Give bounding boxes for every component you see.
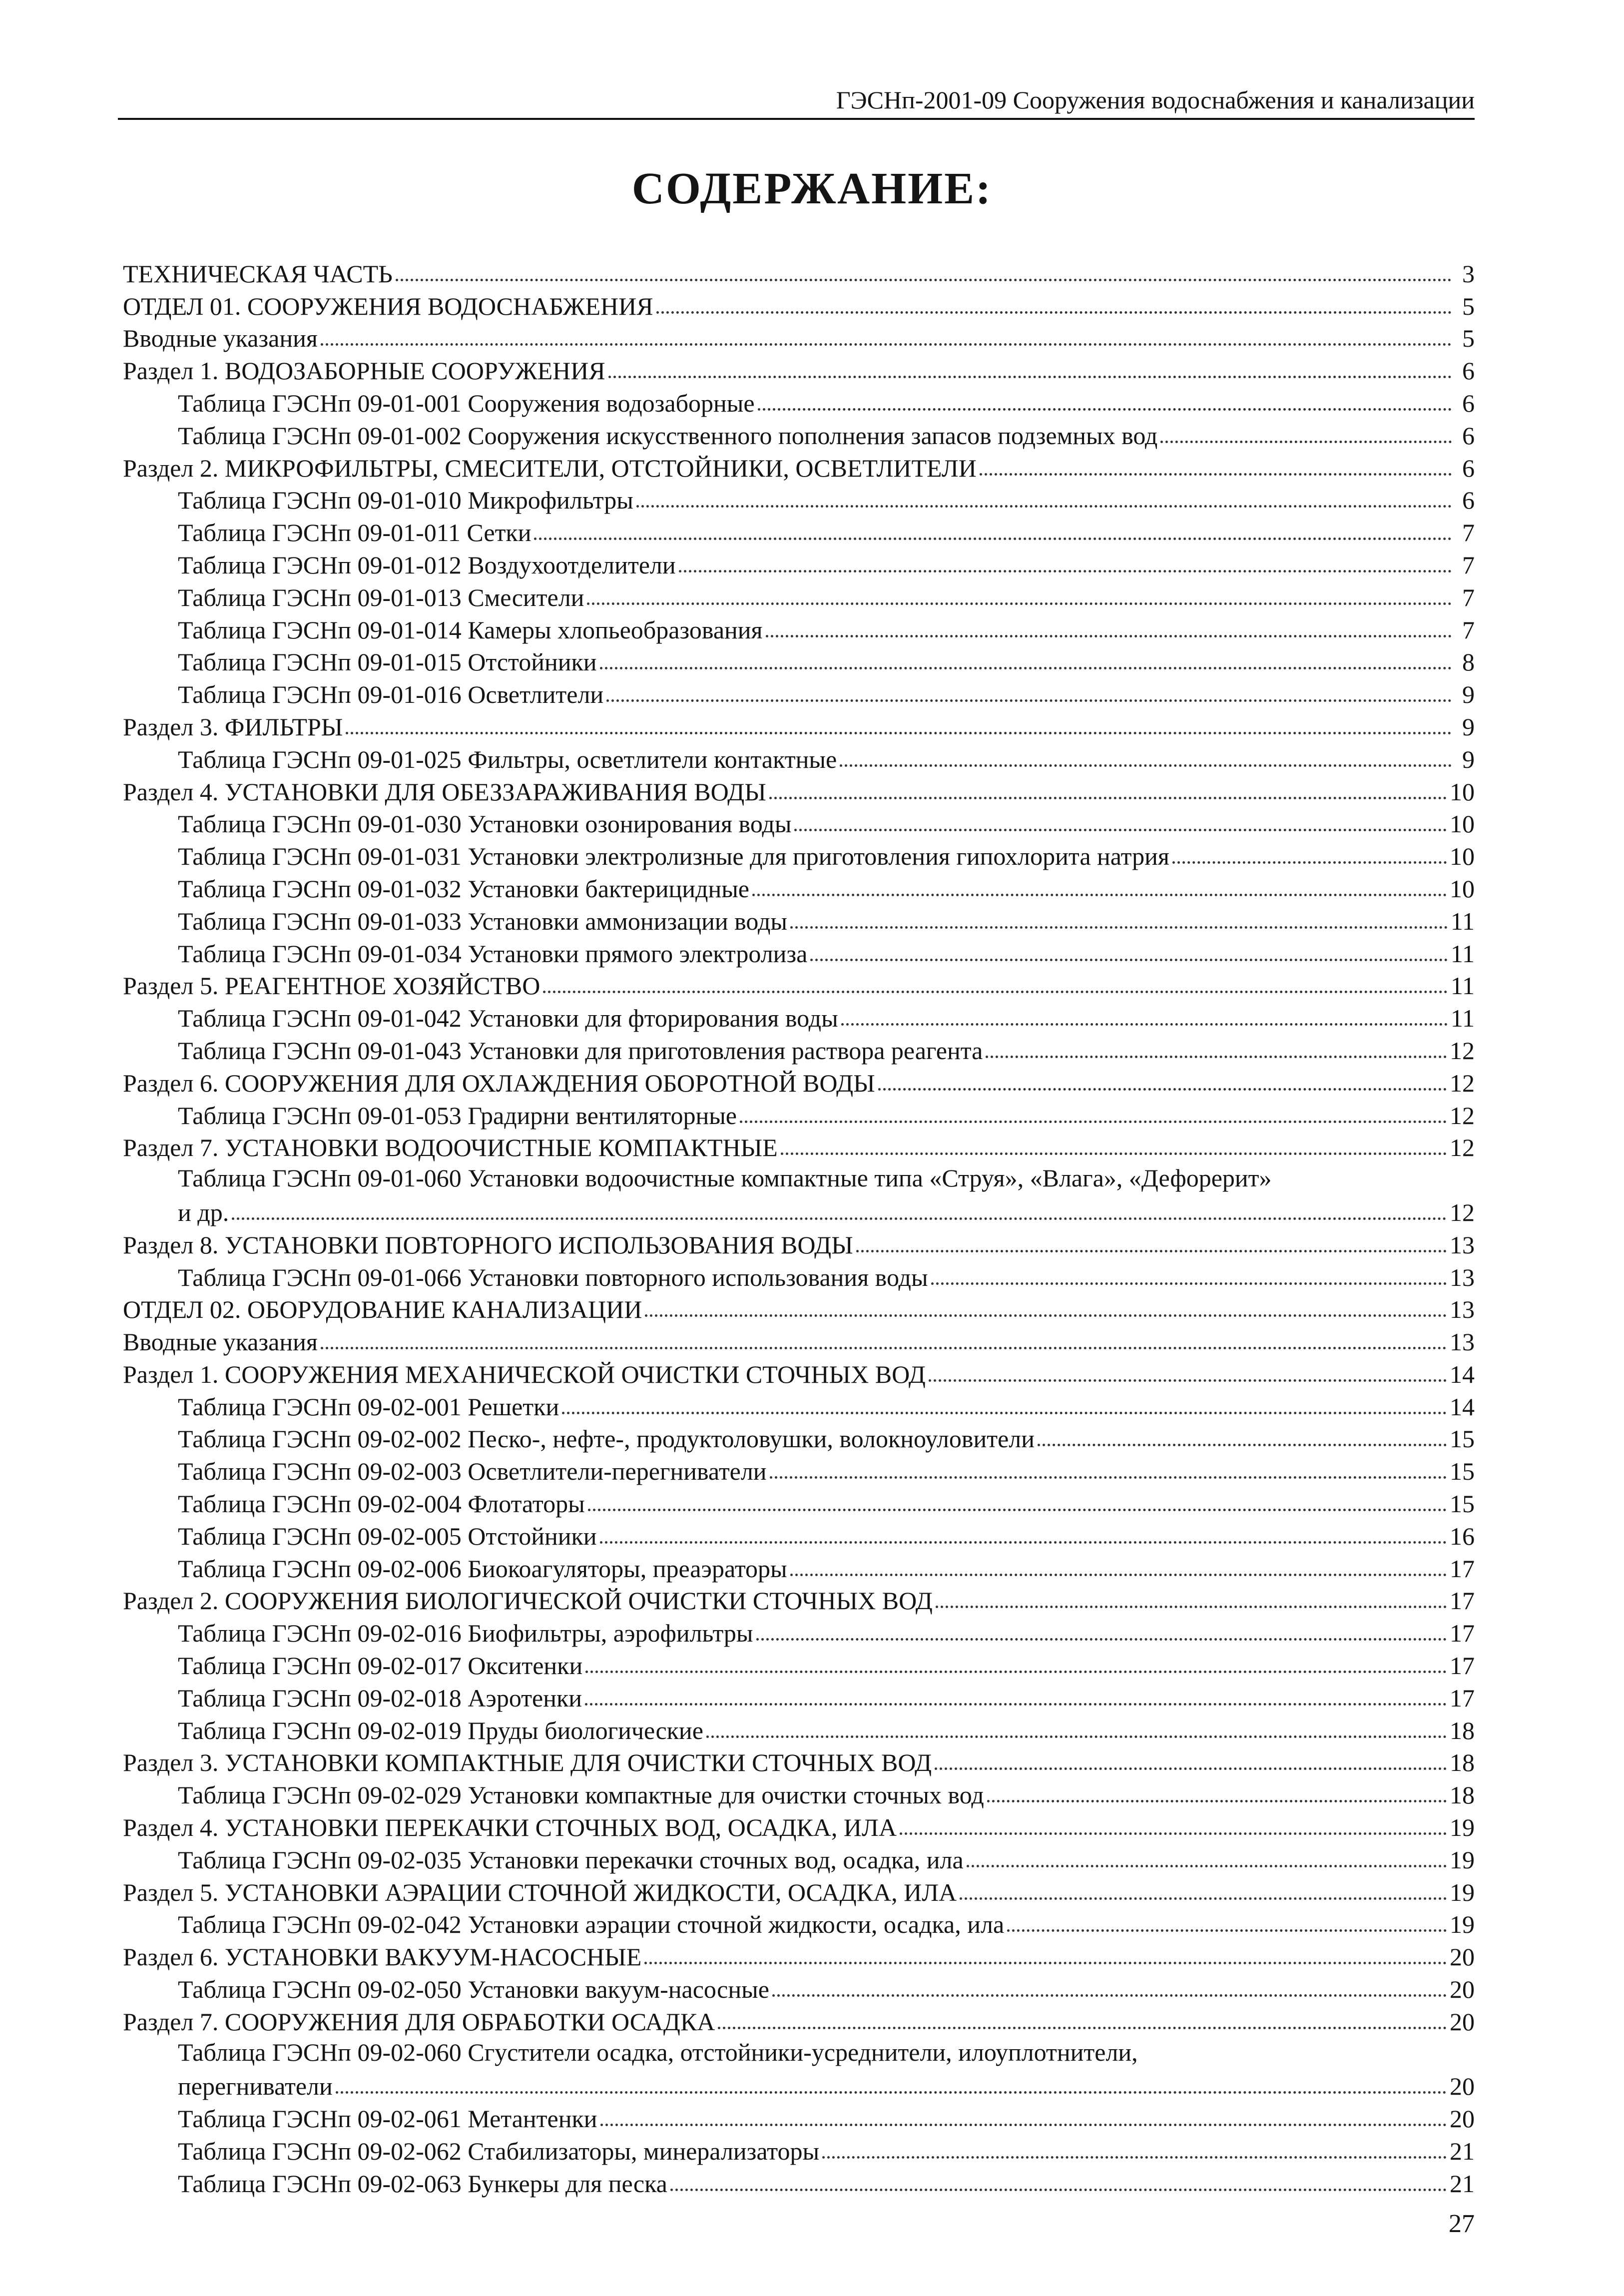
toc-entry-label: Таблица ГЭСНп 09-01-042 Установки для фторирования воды (178, 1004, 838, 1033)
toc-table-entry (123, 1842, 1475, 1874)
toc-entry-page: 20 (1450, 1943, 1475, 1971)
toc-entry-label: Таблица ГЭСНп 09-01-025 Фильтры, осветлители контактные (178, 745, 837, 773)
toc-entry-label: Раздел 3. УСТАНОВКИ КОМПАКТНЫЕ ДЛЯ ОЧИСТКИ СТОЧНЫХ ВОД (123, 1748, 932, 1777)
toc-section-entry (123, 288, 1475, 321)
toc-entry-page: 12 (1450, 1198, 1475, 1226)
dot-leader (810, 959, 1447, 961)
dot-leader (740, 1121, 1447, 1123)
toc-entry-page: 12 (1450, 1069, 1475, 1097)
dot-leader (608, 376, 1452, 378)
toc-entry-label: Таблица ГЭСНп 09-02-019 Пруды биологические (178, 1716, 703, 1744)
dot-leader (878, 1088, 1447, 1091)
toc-entry-label: Таблица ГЭСНп 09-01-014 Камеры хлопьеобразования (178, 615, 763, 644)
toc-entry-page: 18 (1450, 1716, 1475, 1744)
toc-section-entry (123, 774, 1475, 806)
toc-entry-label: Таблица ГЭСНп 09-02-017 Окситенки (178, 1652, 583, 1680)
toc-entry-page: 13 (1450, 1295, 1475, 1324)
dot-leader (987, 1800, 1447, 1802)
dot-leader (600, 2124, 1447, 2126)
toc-section-entry (123, 2004, 1475, 2036)
toc-table-entry (123, 806, 1475, 839)
dot-leader (840, 764, 1452, 767)
dot-leader (656, 311, 1452, 314)
toc-entry-label: Таблица ГЭСНп 09-01-001 Сооружения водозаборные (178, 389, 755, 417)
toc-table-entry (123, 1098, 1475, 1130)
toc-entry-page: 12 (1450, 1134, 1475, 1162)
toc-table-entry (123, 1259, 1475, 1292)
toc-entry-page: 15 (1450, 1457, 1475, 1486)
toc-entry-page: 11 (1450, 972, 1475, 1000)
dot-leader (587, 602, 1452, 605)
toc-entry-label: Раздел 7. СООРУЖЕНИЯ ДЛЯ ОБРАБОТКИ ОСАДКА (123, 2007, 715, 2036)
toc-entry-label: ОТДЕЛ 01. СООРУЖЕНИЯ ВОДОСНАБЖЕНИЯ (123, 292, 653, 320)
toc-table-entry (123, 547, 1475, 579)
toc-table-entry (123, 515, 1475, 547)
toc-entry-page: 14 (1450, 1360, 1475, 1388)
dot-leader (900, 1832, 1447, 1835)
dot-leader (534, 538, 1452, 540)
toc-section-entry (123, 709, 1475, 741)
toc-table-entry (123, 483, 1475, 515)
dot-leader (1038, 1444, 1447, 1446)
dot-leader (321, 1347, 1447, 1349)
toc-entry-page: 6 (1462, 421, 1475, 450)
toc-entry-label: Раздел 5. УСТАНОВКИ АЭРАЦИИ СТОЧНОЙ ЖИДКОСТИ, ОСАДКА, ИЛА (123, 1878, 957, 1906)
toc-entry-page: 11 (1450, 939, 1475, 968)
toc-entry-label: Таблица ГЭСНп 09-02-063 Бункеры для песка (178, 2169, 667, 2198)
toc-entry-page: 10 (1450, 842, 1475, 871)
dot-leader (794, 829, 1447, 831)
toc-entry-page: 15 (1450, 1490, 1475, 1518)
toc-entry-label: Таблица ГЭСНп 09-01-031 Установки электролизные для приготовления гипохлорита натрия (178, 842, 1169, 871)
dot-leader (600, 667, 1452, 669)
toc-table-entry (123, 1486, 1475, 1518)
toc-entry-label: Таблица ГЭСНп 09-01-013 Смесители (178, 583, 584, 611)
dot-leader (752, 894, 1447, 896)
toc-entry-page: 17 (1450, 1619, 1475, 1648)
toc-entry-page: 10 (1450, 777, 1475, 806)
dot-leader (543, 991, 1447, 993)
toc-entry-label: Таблица ГЭСНп 09-02-061 Метантенки (178, 2105, 597, 2133)
toc-section-entry (123, 1130, 1475, 1162)
dot-leader (346, 732, 1452, 734)
dot-leader (766, 635, 1452, 637)
toc-table-entry (123, 741, 1475, 774)
toc-entry-label: Раздел 2. МИКРОФИЛЬТРЫ, СМЕСИТЕЛИ, ОТСТОЙНИКИ, ОСВЕТЛИТЕЛИ (123, 454, 977, 482)
dot-leader (600, 1541, 1447, 1544)
toc-section-entry (123, 256, 1475, 288)
toc-entry-page: 21 (1450, 2137, 1475, 2166)
toc-entry-page: 17 (1450, 1652, 1475, 1680)
toc-entry-page: 17 (1450, 1684, 1475, 1712)
toc-entry-label: Таблица ГЭСНп 09-02-006 Биокоагуляторы, преаэраторы (178, 1554, 787, 1583)
toc-entry-page: 20 (1450, 2105, 1475, 2133)
toc-entry-label: Раздел 5. РЕАГЕНТНОЕ ХОЗЯЙСТВО (123, 972, 541, 1000)
toc-entry-label: Раздел 7. УСТАНОВКИ ВОДООЧИСТНЫЕ КОМПАКТНЫЕ (123, 1134, 778, 1162)
toc-entry-page: 18 (1450, 1748, 1475, 1777)
dot-leader (841, 1023, 1448, 1026)
dot-leader (790, 1574, 1447, 1576)
toc-table-entry (123, 1971, 1475, 2004)
toc-entry-label: Раздел 4. УСТАНОВКИ ДЛЯ ОБЕЗЗАРАЖИВАНИЯ ВОДЫ (123, 777, 766, 806)
toc-table-entry (123, 871, 1475, 903)
toc-entry-page: 9 (1462, 712, 1475, 741)
dot-leader (588, 1509, 1447, 1511)
toc-table-entry (123, 612, 1475, 644)
toc-entry-continuation-row (178, 1194, 1475, 1227)
toc-entry-page: 19 (1450, 1878, 1475, 1906)
toc-entry-label: Вводные указания (123, 1328, 318, 1356)
toc-entry-page: 9 (1462, 680, 1475, 709)
toc-entry-page: 15 (1450, 1425, 1475, 1453)
toc-section-entry (123, 1227, 1475, 1259)
toc-table-entry (123, 676, 1475, 709)
dot-leader (585, 1671, 1447, 1673)
toc-entry-label: ТЕХНИЧЕСКАЯ ЧАСТЬ (123, 259, 393, 288)
toc-entry-continuation-row (178, 2069, 1475, 2101)
toc-entry-page: 13 (1450, 1263, 1475, 1291)
toc-table-entry (123, 1777, 1475, 1809)
dot-leader (935, 1767, 1447, 1770)
toc-entry-label: Таблица ГЭСНп 09-02-029 Установки компактные для очистки сточных вод (178, 1781, 984, 1809)
dot-leader (321, 343, 1452, 346)
toc-section-entry (123, 1874, 1475, 1907)
dot-leader (232, 1217, 1447, 1220)
toc-entry-label: Таблица ГЭСНп 09-01-043 Установки для приготовления раствора реагента (178, 1036, 983, 1065)
toc-entry-label: Таблица ГЭСНп 09-01-012 Воздухоотделители (178, 551, 676, 579)
toc-entry-label: Таблица ГЭСНп 09-01-030 Установки озонирования воды (178, 810, 792, 838)
toc-entry-page: 11 (1450, 1004, 1475, 1033)
toc-table-entry (123, 1680, 1475, 1713)
toc-table-entry (123, 1000, 1475, 1033)
toc-entry-page: 5 (1462, 292, 1475, 320)
dot-leader (980, 473, 1452, 476)
dot-leader (822, 2156, 1447, 2159)
toc-entry-label: Раздел 6. УСТАНОВКИ ВАКУУМ-НАСОСНЫЕ (123, 1943, 642, 1971)
dot-leader (772, 1994, 1447, 1997)
dot-leader (967, 1865, 1447, 1867)
toc-entry-page: 9 (1462, 745, 1475, 773)
toc-entry-page: 18 (1450, 1781, 1475, 1809)
toc-entry-label: Таблица ГЭСНп 09-02-004 Флотаторы (178, 1490, 585, 1518)
toc-entry-label: Таблица ГЭСНп 09-01-053 Градирни вентиляторные (178, 1101, 737, 1130)
dot-leader (585, 1703, 1447, 1706)
toc-entry-page: 20 (1450, 2007, 1475, 2036)
toc-table-entry (123, 1551, 1475, 1583)
dot-leader (718, 2027, 1447, 2029)
toc-section-entry (123, 1292, 1475, 1324)
toc-entry-label: Таблица ГЭСНп 09-02-002 Песко-, нефте-, продуктоловушки, волокноуловители (178, 1425, 1035, 1453)
page-number: 27 (1449, 2210, 1475, 2238)
toc-entry-page: 13 (1450, 1230, 1475, 1259)
toc-table-entry (123, 838, 1475, 871)
dot-leader (636, 505, 1452, 508)
toc-entry-page: 19 (1450, 1845, 1475, 1874)
toc-table-entry (123, 1162, 1475, 1227)
toc-entry-label: ОТДЕЛ 02. ОБОРУДОВАНИЕ КАНАЛИЗАЦИИ (123, 1295, 642, 1324)
dot-leader (756, 1638, 1447, 1641)
toc-table-entry (123, 936, 1475, 968)
toc-entry-page: 3 (1462, 259, 1475, 288)
dot-leader (931, 1282, 1447, 1285)
toc-section-entry (123, 1065, 1475, 1098)
dot-leader (960, 1897, 1447, 1900)
header-rule (118, 118, 1475, 120)
dot-leader (706, 1735, 1447, 1738)
toc-table-entry (123, 579, 1475, 612)
toc-entry-page: 8 (1462, 648, 1475, 676)
toc-entry-page: 10 (1450, 874, 1475, 903)
toc-entry-page: 12 (1450, 1101, 1475, 1130)
toc-entry-label: Таблица ГЭСНп 09-01-032 Установки бактерицидные (178, 874, 749, 903)
dot-leader (986, 1056, 1447, 1058)
toc-entry-page: 6 (1462, 357, 1475, 385)
toc-table-entry (123, 1648, 1475, 1680)
dot-leader (396, 279, 1452, 281)
toc-table-entry (123, 1453, 1475, 1486)
toc-section-entry (123, 1356, 1475, 1389)
toc-table-entry (123, 1389, 1475, 1421)
toc-table-entry (123, 1421, 1475, 1454)
toc-entry-label: Раздел 6. СООРУЖЕНИЯ ДЛЯ ОХЛАЖДЕНИЯ ОБОРОТНОЙ ВОДЫ (123, 1069, 875, 1097)
toc-entry-label: Раздел 4. УСТАНОВКИ ПЕРЕКАЧКИ СТОЧНЫХ ВОД, ОСАДКА, ИЛА (123, 1813, 897, 1842)
toc-table-entry (123, 2166, 1475, 2198)
table-of-contents (123, 256, 1475, 2198)
dot-leader (644, 1962, 1447, 1964)
dot-leader (1160, 441, 1452, 443)
toc-table-entry (123, 2101, 1475, 2133)
toc-entry-label: Раздел 8. УСТАНОВКИ ПОВТОРНОГО ИСПОЛЬЗОВАНИЯ ВОДЫ (123, 1230, 853, 1259)
dot-leader (562, 1412, 1447, 1414)
toc-table-entry (123, 385, 1475, 418)
toc-entry-label: Раздел 1. ВОДОЗАБОРНЫЕ СООРУЖЕНИЯ (123, 357, 605, 385)
toc-table-entry (123, 1713, 1475, 1745)
dot-leader (336, 2091, 1447, 2094)
toc-entry-label: Раздел 3. ФИЛЬТРЫ (123, 712, 343, 741)
toc-entry-label: Таблица ГЭСНп 09-01-033 Установки аммонизации воды (178, 907, 787, 935)
dot-leader (606, 699, 1452, 702)
toc-entry-label: Таблица ГЭСНп 09-01-066 Установки повторного использования воды (178, 1263, 928, 1291)
toc-entry-page: 6 (1462, 454, 1475, 482)
toc-entry-label: Таблица ГЭСНп 09-02-003 Осветлители-перегниватели (178, 1457, 767, 1486)
toc-entry-page: 20 (1450, 2072, 1475, 2101)
toc-section-entry (123, 450, 1475, 483)
toc-entry-label: Таблица ГЭСНп 09-02-042 Установки аэрации сточной жидкости, осадка, ила (178, 1910, 1005, 1939)
toc-entry-label: Вводные указания (123, 324, 318, 353)
toc-section-entry (123, 353, 1475, 385)
toc-table-entry (123, 1907, 1475, 1939)
toc-entry-page: 19 (1450, 1813, 1475, 1842)
dot-leader (781, 1152, 1447, 1155)
toc-section-entry (123, 1809, 1475, 1842)
toc-section-entry (123, 321, 1475, 353)
toc-entry-page: 5 (1462, 324, 1475, 353)
toc-entry-page: 7 (1462, 615, 1475, 644)
toc-entry-continuation: и др. (178, 1198, 229, 1226)
toc-entry-page: 20 (1450, 1975, 1475, 2004)
toc-entry-label: Таблица ГЭСНп 09-02-050 Установки вакуум-насосные (178, 1975, 769, 2004)
toc-entry-page: 21 (1450, 2169, 1475, 2198)
page-title: СОДЕРЖАНИЕ: (631, 164, 993, 213)
toc-table-entry (123, 1615, 1475, 1648)
toc-section-entry (123, 1939, 1475, 1971)
toc-entry-page: 7 (1462, 551, 1475, 579)
toc-entry-page: 6 (1462, 389, 1475, 417)
toc-entry-label: Таблица ГЭСНп 09-01-016 Осветлители (178, 680, 604, 709)
dot-leader (1172, 861, 1447, 864)
toc-entry-label: Таблица ГЭСНп 09-01-015 Отстойники (178, 648, 597, 676)
toc-table-entry (123, 1518, 1475, 1551)
toc-entry-page: 13 (1450, 1328, 1475, 1356)
toc-entry-page: 11 (1450, 907, 1475, 935)
toc-table-entry (123, 2036, 1475, 2101)
toc-section-entry (123, 1324, 1475, 1356)
toc-entry-label: Раздел 1. СООРУЖЕНИЯ МЕХАНИЧЕСКОЙ ОЧИСТКИ СТОЧНЫХ ВОД (123, 1360, 926, 1388)
toc-entry-page: 17 (1450, 1554, 1475, 1583)
toc-entry-label: Таблица ГЭСНп 09-02-060 Сгустители осадка, отстойники-усреднители, илоуплотнители, (178, 2038, 1138, 2066)
toc-table-entry (123, 418, 1475, 450)
toc-section-entry (123, 1583, 1475, 1616)
toc-table-entry (123, 2133, 1475, 2166)
toc-entry-label: Таблица ГЭСНп 09-01-002 Сооружения искусственного пополнения запасов подземных вод (178, 421, 1158, 450)
toc-entry-page: 12 (1450, 1036, 1475, 1065)
toc-entry-label: Таблица ГЭСНп 09-01-010 Микрофильтры (178, 486, 633, 515)
toc-section-entry (123, 1745, 1475, 1777)
toc-entry-label: Таблица ГЭСНп 09-02-035 Установки перекачки сточных вод, осадка, ила (178, 1845, 964, 1874)
toc-table-entry (123, 644, 1475, 677)
dot-leader (770, 1476, 1447, 1479)
toc-entry-label: Таблица ГЭСНп 09-02-001 Решетки (178, 1392, 559, 1421)
dot-leader (679, 570, 1452, 573)
dot-leader (790, 926, 1448, 929)
toc-entry-label: Таблица ГЭСНп 09-01-060 Установки водоочистные компактные типа «Струя», «Влага», «Дефорерит» (178, 1164, 1272, 1192)
dot-leader (1007, 1929, 1447, 1932)
toc-entry-label: Таблица ГЭСНп 09-02-062 Стабилизаторы, минерализаторы (178, 2137, 820, 2166)
dot-leader (936, 1606, 1447, 1608)
dot-leader (929, 1379, 1447, 1382)
toc-section-entry (123, 968, 1475, 1001)
toc-entry-label: Таблица ГЭСНп 09-02-018 Аэротенки (178, 1684, 582, 1712)
toc-table-entry (123, 1033, 1475, 1065)
toc-entry-label: Таблица ГЭСНп 09-02-016 Биофильтры, аэрофильтры (178, 1619, 753, 1648)
toc-entry-label: Таблица ГЭСНп 09-01-034 Установки прямого электролиза (178, 939, 808, 968)
toc-entry-label: Таблица ГЭСНп 09-01-011 Сетки (178, 519, 532, 547)
toc-entry-page: 6 (1462, 486, 1475, 515)
running-header: ГЭСНп-2001-09 Сооружения водоснабжения и канализации (836, 86, 1475, 114)
toc-entry-label: Таблица ГЭСНп 09-02-005 Отстойники (178, 1522, 597, 1550)
toc-entry-page: 17 (1450, 1587, 1475, 1615)
dot-leader (856, 1250, 1447, 1252)
dot-leader (769, 797, 1447, 799)
toc-entry-page: 7 (1462, 519, 1475, 547)
toc-entry-continuation: перегниватели (178, 2072, 333, 2101)
dot-leader (758, 408, 1452, 411)
toc-entry-page: 7 (1462, 583, 1475, 611)
toc-table-entry (123, 903, 1475, 936)
dot-leader (645, 1314, 1447, 1317)
toc-entry-label: Раздел 2. СООРУЖЕНИЯ БИОЛОГИЧЕСКОЙ ОЧИСТКИ СТОЧНЫХ ВОД (123, 1587, 933, 1615)
toc-entry-page: 10 (1450, 810, 1475, 838)
toc-entry-page: 16 (1450, 1522, 1475, 1550)
toc-entry-page: 19 (1450, 1910, 1475, 1939)
dot-leader (670, 2189, 1447, 2191)
toc-entry-page: 14 (1450, 1392, 1475, 1421)
